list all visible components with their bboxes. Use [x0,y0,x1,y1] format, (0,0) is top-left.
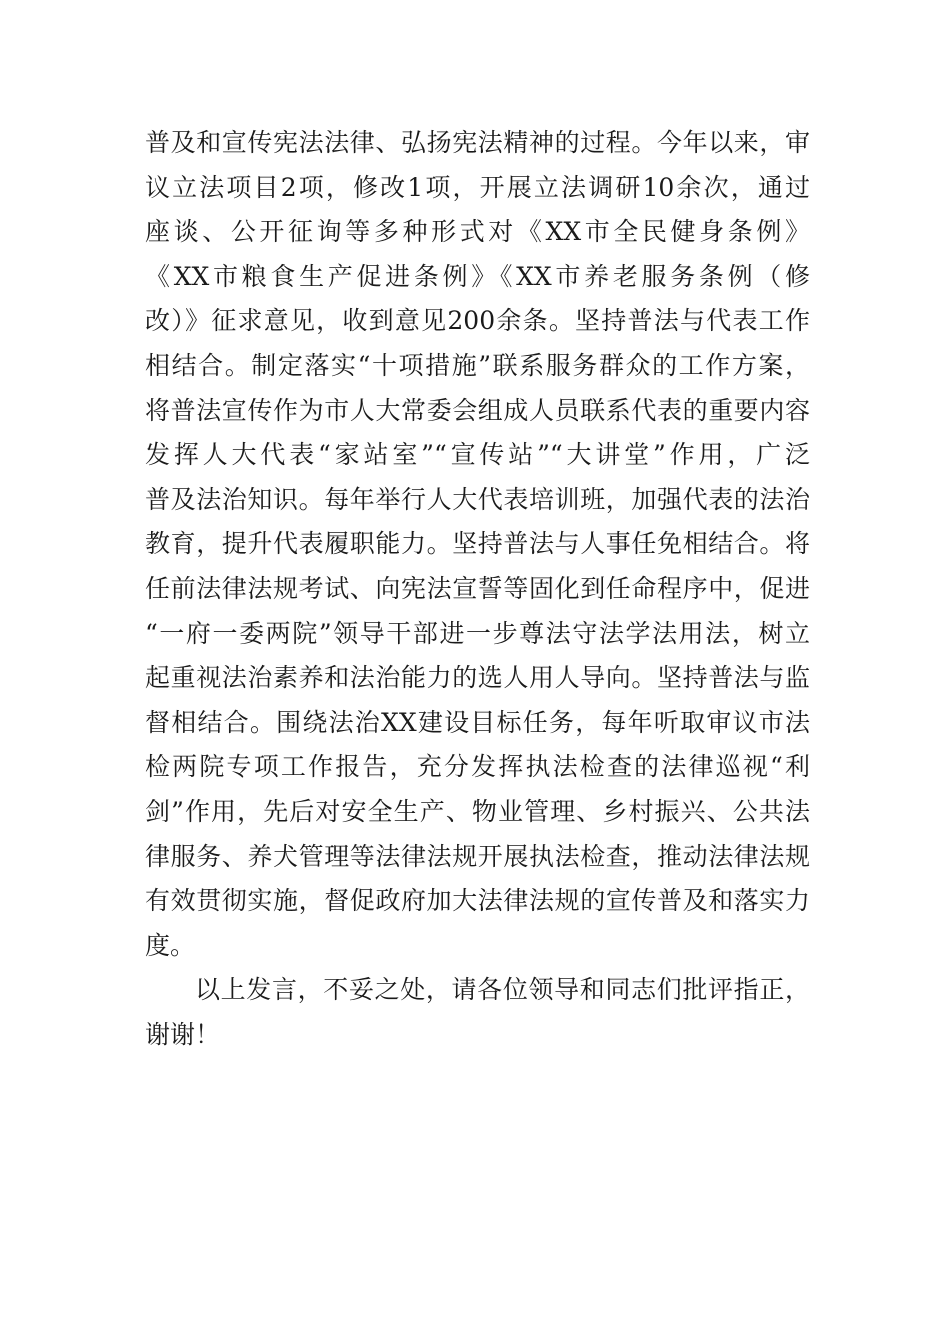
text-line: 度。 [145,930,196,960]
text-line: 剑”作用，先后对安全生产、物业管理、乡村振兴、公共法 [145,796,810,826]
text-line: 检两院专项工作报告，充分发挥执法检查的法律巡视“利 [145,752,810,782]
text-line: 将普法宣传作为市人大常委会组成人员联系代表的重要内容 [145,395,810,425]
text-line: 任前法律法规考试、向宪法宣誓等固化到任命程序中，促进 [145,573,810,603]
text-line: 以上发言，不妥之处，请各位领导和同志们批评指正， [195,975,810,1005]
paragraph-1 [145,121,810,968]
paragraph-2 [145,968,810,1057]
text-line: 普及和宣传宪法法律、弘扬宪法精神的过程。今年以来，审 [145,128,810,157]
text-line: 有效贯彻实施，督促政府加大法律法规的宣传普及和落实力 [145,886,810,916]
text-line: 起重视法治素养和法治能力的选人用人导向。坚持普法与监 [145,663,810,693]
text-line: 律服务、养犬管理等法律法规开展执法检查，推动法律法规 [145,841,810,871]
text-line: “一府一委两院”领导干部进一步尊法守法学法用法，树立 [145,618,810,648]
text-line: 谢谢！ [145,1019,221,1049]
text-line: 改）》征求意见，收到意见200余条。坚持普法与代表工作 [145,306,810,336]
text-line: 《XX市粮食生产促进条例》《XX市养老服务条例（修 [145,261,810,291]
text-line: 督相结合。围绕法治XX建设目标任务，每年听取审议市法 [145,707,810,737]
text-line: 教育，提升代表履职能力。坚持普法与人事任免相结合。将 [145,529,810,559]
text-line: 座谈、公开征询等多种形式对《XX市全民健身条例》 [145,217,810,247]
text-line: 相结合。制定落实“十项措施”联系服务群众的工作方案， [145,350,810,380]
text-line: 议立法项目2项，修改1项，开展立法调研10余次，通过 [145,172,810,202]
text-line: 发挥人大代表“家站室”“宣传站”“大讲堂”作用，广泛 [145,440,810,470]
text-line: 普及法治知识。每年举行人大代表培训班，加强代表的法治 [145,484,810,514]
document-body [145,121,810,1057]
